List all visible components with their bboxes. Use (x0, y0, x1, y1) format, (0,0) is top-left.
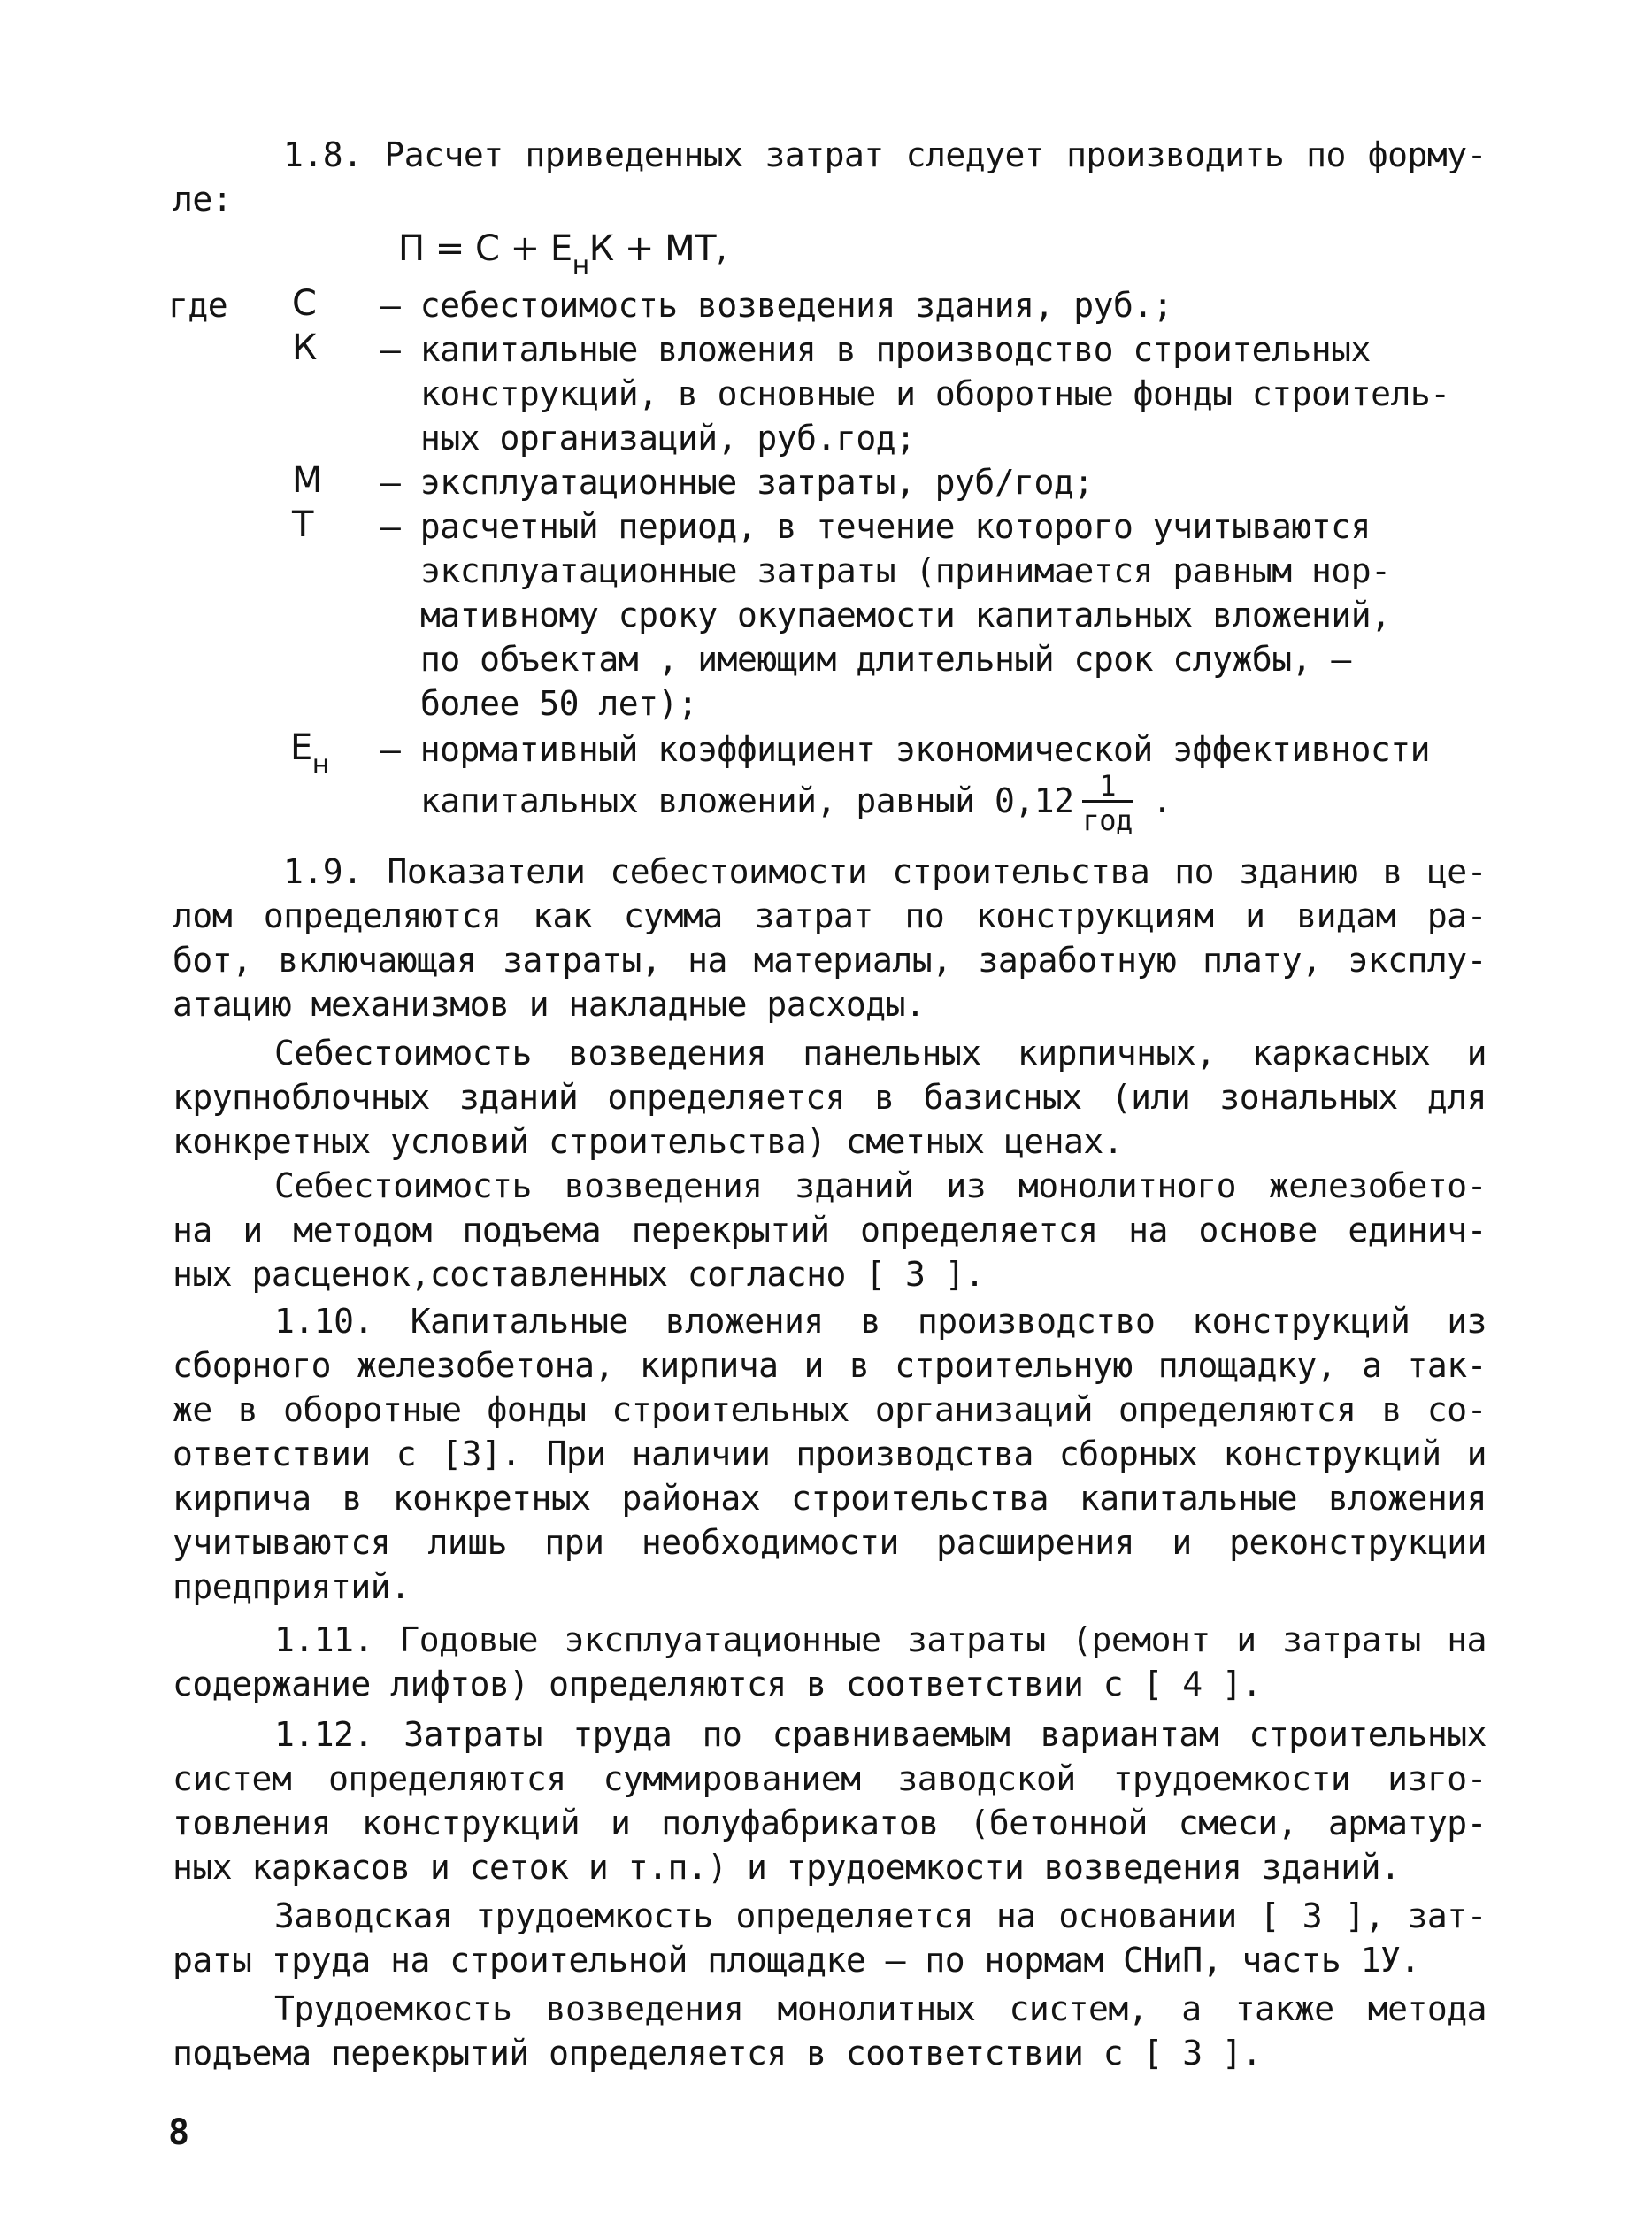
s110-line: предприятий. (173, 1567, 411, 1606)
def-k-line: конструкций, в основные и оборотные фонды строитель- (420, 374, 1450, 413)
cost2-line: ных расценок,составленных согласно [ 3 ]. (173, 1255, 985, 1294)
formula: $П = С + Е_нК$ + МТ, (398, 228, 727, 281)
s18-line2: ле: (173, 180, 233, 219)
symbol-t: Т (292, 504, 313, 545)
labor1-line: раты труда на строительной площадке – по нормам СНиП, часть 1У. (173, 1941, 1420, 1980)
cost1-line: крупноблочных зданий определяется в базисных (или зональных для (173, 1078, 1487, 1117)
s110-line: кирпича в конкретных районах строительства капитальные вложения (173, 1479, 1487, 1518)
s18-line1: 1.8. Расчет приведенных затрат следует производить по форму- (283, 135, 1487, 174)
s112-line: 1.12. Затраты труда по сравниваемым вариантам строительных (274, 1715, 1487, 1754)
labor1-line: Заводская трудоемкость определяется на основании [ 3 ], зат- (274, 1896, 1487, 1935)
def-k-line: ных организаций, руб.год; (420, 419, 916, 458)
cost1-line: Себестоимость возведения панельных кирпичных, каркасных и (274, 1034, 1487, 1073)
s19-line: атацию механизмов и накладные расходы. (173, 985, 926, 1024)
s19-line: лом определяются как сумма затрат по конструкциям и видам ра- (173, 896, 1487, 935)
def-e-line: – нормативный коэффициент экономической эффективности (380, 730, 1431, 769)
symbol-c: С (292, 283, 317, 324)
where-word: где (168, 286, 228, 325)
symbol-e: $Е_н$ (290, 727, 329, 781)
fraction: $\frac{1}{\text{год}}$ (1082, 769, 1133, 837)
cost1-line: конкретных условий строительства) сметных ценах. (173, 1122, 1124, 1161)
labor2-line: Трудоемкость возведения монолитных систем, а также метода (274, 1989, 1487, 2028)
def-t-line: мативному сроку окупаемости капитальных вложений, (420, 596, 1391, 635)
s110-line: 1.10. Капитальные вложения в производство конструкций из (274, 1302, 1487, 1341)
def-k-line: – капитальные вложения в производство строительных (380, 330, 1371, 369)
s110-line: сборного железобетона, кирпича и в строительную площадку, а так- (173, 1346, 1487, 1385)
def-e-line-2: капитальных вложений, равный 0,12 $\frac{1}{\text{год}}$ . (420, 769, 1172, 837)
s112-line: систем определяются суммированием заводской трудоемкости изго- (173, 1759, 1487, 1798)
s110-line: же в оборотные фонды строительных организаций определяются в со- (173, 1390, 1487, 1429)
s111-line: содержание лифтов) определяются в соответствии с [ 4 ]. (173, 1665, 1262, 1704)
def-t-line: более 50 лет); (420, 684, 698, 723)
s19-line: бот, включающая затраты, на материалы, заработную плату, эксплу- (173, 941, 1487, 980)
s112-line: товления конструкций и полуфабрикатов (бетонной смеси, арматур- (173, 1804, 1487, 1842)
def-m-line: – эксплуатационные затраты, руб/год; (380, 463, 1094, 502)
s112-line: ных каркасов и сеток и т.п.) и трудоемкости возведения зданий. (173, 1848, 1401, 1887)
labor2-line: подъема перекрытий определяется в соответствии с [ 3 ]. (173, 2034, 1262, 2073)
def-c-line: – себестоимость возведения здания, руб.; (380, 286, 1173, 325)
def-t-line: – расчетный период, в течение которого учитываются (380, 507, 1371, 546)
page-number: 8 (168, 2112, 189, 2153)
cost2-line: на и методом подъема перекрытий определяется на основе единич- (173, 1211, 1487, 1250)
symbol-m: М (292, 460, 323, 501)
def-t-line: по объектам , имеющим длительный срок службы, – (420, 640, 1351, 679)
s19-line: 1.9. Показатели себестоимости строительства по зданию в це- (283, 852, 1487, 891)
s110-line: учитываются лишь при необходимости расширения и реконструкции (173, 1523, 1487, 1562)
s111-line: 1.11. Годовые эксплуатационные затраты (ремонт и затраты на (274, 1620, 1487, 1659)
cost2-line: Себестоимость возведения зданий из монолитного железобето- (274, 1166, 1487, 1205)
s110-line: ответствии с [3]. При наличии производства сборных конструкций и (173, 1434, 1487, 1473)
def-t-line: эксплуатационные затраты (принимается равным нор- (420, 551, 1391, 590)
symbol-k: К (292, 327, 317, 368)
